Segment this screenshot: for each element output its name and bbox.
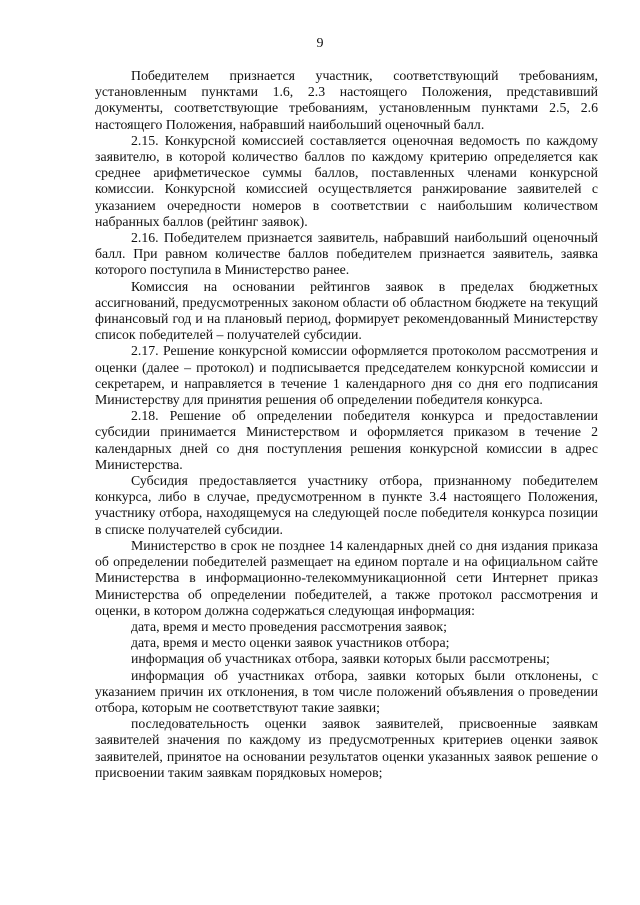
paragraph-2-17: 2.17. Решение конкурсной комиссии оформляется протоколом рассмотрения и оценки (далее – протокол) и подписывается председателем конкурсной комиссии и секретарем, и направляется в течение 1 календарного дня со дня его подписания Министерству для принятия решения об определении победителя конкурса. [95, 343, 598, 408]
paragraph-ministry-publication: Министерство в срок не позднее 14 календарных дней со дня издания приказа об определении победителей размещает на едином портале и на официальном сайте Министерства в информационно-телекоммуникационной сети Интернет приказ Министерства об определении победителей, а также протокол рассмотрения и оценки, в котором должна содержаться следующая информация: [95, 537, 598, 618]
list-item-evaluation-sequence: последовательность оценки заявок заявителей, присвоенные заявкам заявителей значения по каждому из предусмотренных критериев оценки заявок заявителей, принятое на основании результатов оценки указанных заявок решение о присвоении таким заявкам порядковых номеров; [95, 716, 598, 780]
list-item-review-date: дата, время и место проведения рассмотрения заявок; [131, 618, 447, 634]
paragraph-subsidy-provision: Субсидия предоставляется участнику отбора, признанному победителем конкурса, либо в случае, предусмотренном в пункте 3.4 настоящего Положения, участнику отбора, находящемуся на следующей после победителя конкурса позиции в списке получателей субсидии. [95, 473, 598, 537]
page-number: 9 [316, 36, 324, 51]
list-item-rejected-participants: информация об участниках отбора, заявки которых были отклонены, с указанием причин их отклонения, в том числе положений объявления о проведении отбора, которым не соответствуют такие заявки; [95, 667, 598, 715]
list-item-evaluation-date: дата, время и место оценки заявок участников отбора; [131, 635, 450, 651]
paragraph-2-16: 2.16. Победителем признается заявитель, набравший наибольший оценочный балл. При равном количестве баллов победителем признается заявитель, заявка которого поступила в Министерство ранее. [95, 230, 598, 278]
document-body [95, 68, 598, 781]
paragraph-2-18: 2.18. Решение об определении победителя конкурса и предоставлении субсидии принимается Министерством и оформляется приказом в течение 2 календарных дней со дня поступления решения конкурсной комиссии в адрес Министерства. [95, 408, 598, 472]
paragraph-commission-list: Комиссия на основании рейтингов заявок в пределах бюджетных ассигнований, предусмотренных законом области об областном бюджете на текущий финансовый год и на плановый период, формирует рекомендованный Министерству список победителей – получателей субсидии. [95, 278, 598, 343]
paragraph-winner-criteria: Победителем признается участник, соответствующий требованиям, установленным пунктами 1.6, 2.3 настоящего Положения, представивший документы, соответствующие требованиям, установленным пунктами 2.5, 2.6 настоящего Положения, набравший наибольший оценочный балл. [95, 68, 598, 132]
list-item-reviewed-participants: информация об участниках отбора, заявки которых были рассмотрены; [131, 651, 550, 667]
paragraph-2-15: 2.15. Конкурсной комиссией составляется оценочная ведомость по каждому заявителю, в которой количество баллов по каждому критерию определяется как среднее арифметическое суммы баллов, поставленных членами конкурсной комиссии. Конкурсной комиссией осуществляется ранжирование заявителей с указанием очередности номеров в соответствии с наибольшим количеством набранных баллов (рейтинг заявок). [95, 132, 598, 229]
